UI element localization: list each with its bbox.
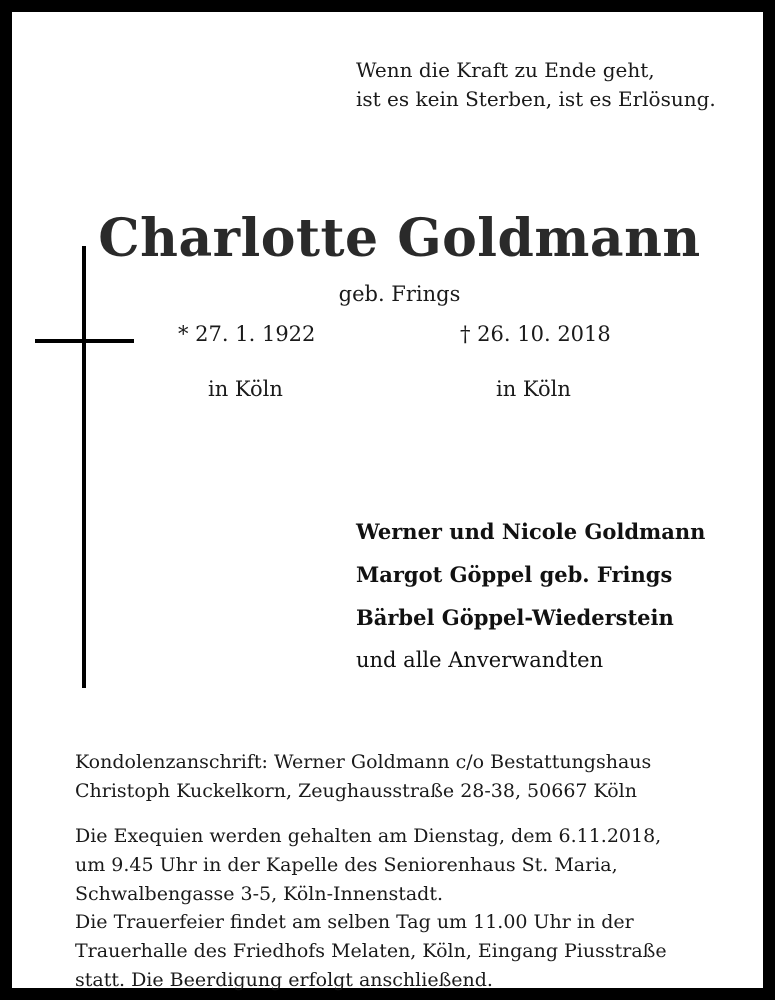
funeral-notice [75,908,725,995]
mourner-name: Werner und Nicole Goldmann [356,519,706,544]
condolence-line-1: Kondolenzanschrift: Werner Goldmann c/o Bestattungshaus [75,751,652,773]
mourners-others: und alle Anverwandten [356,648,604,672]
motto-line-1: Wenn die Kraft zu Ende geht, [356,58,655,82]
exequies-line-3: Schwalbengasse 3-5, Köln-Innenstadt. [75,883,444,905]
exequies-notice [75,822,725,909]
mourner-name: Margot Göppel geb. Frings [356,562,673,587]
mourners-list [356,510,705,682]
condolence-address [75,748,725,806]
birth-date: * 27. 1. 1922 [178,322,316,346]
funeral-line-1: Die Trauerfeier findet am selben Tag um 11.00 Uhr in der [75,911,634,933]
cross-icon-horizontal [35,339,134,343]
maiden-name: geb. Frings [338,282,461,306]
condolence-line-2: Christoph Kuckelkorn, Zeughausstraße 28-38, 50667 Köln [75,780,637,802]
death-date: † 26. 10. 2018 [460,322,611,346]
funeral-line-2: Trauerhalle des Friedhofs Melaten, Köln, Eingang Piusstraße [75,940,667,962]
mourner-name: Bärbel Göppel-Wiederstein [356,605,674,630]
motto-line-2: ist es kein Sterben, ist es Erlösung. [356,87,716,111]
motto-quote [356,56,716,114]
exequies-line-2: um 9.45 Uhr in der Kapelle des Seniorenhaus St. Maria, [75,854,618,876]
death-place: in Köln [496,377,571,401]
birth-place: in Köln [208,377,283,401]
funeral-line-3: statt. Die Beerdigung erfolgt anschließend. [75,969,493,991]
deceased-name: Charlotte Goldmann [98,208,701,269]
cross-icon-vertical [82,246,86,688]
exequies-line-1: Die Exequien werden gehalten am Dienstag, dem 6.11.2018, [75,825,662,847]
